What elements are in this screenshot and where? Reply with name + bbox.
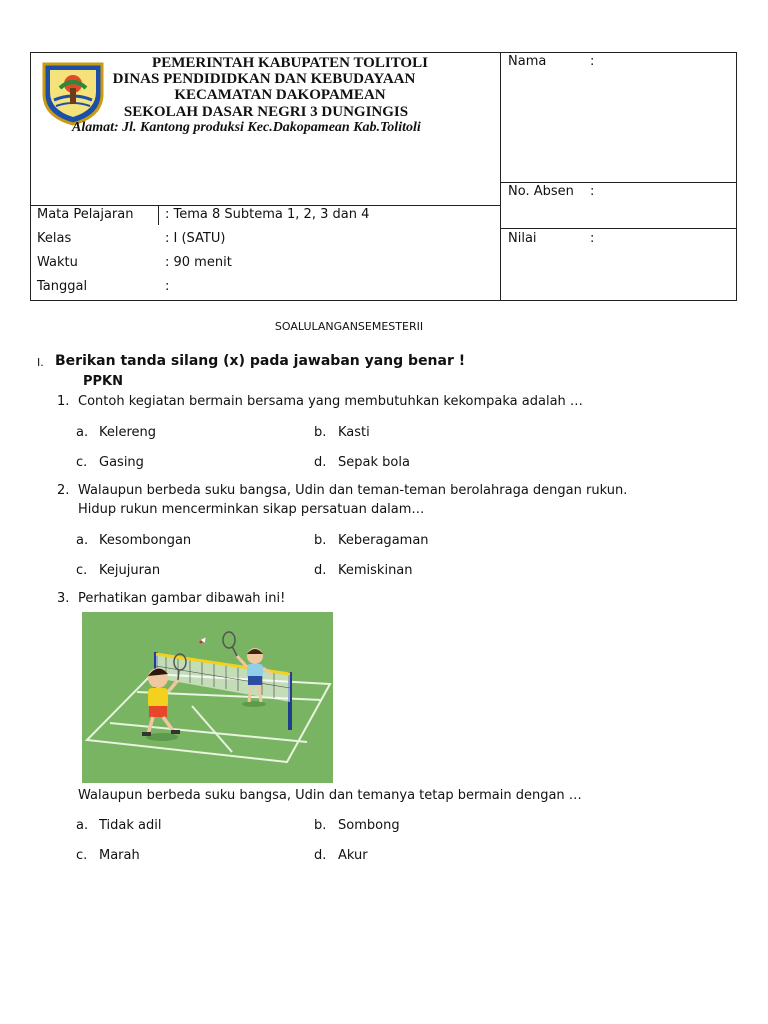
q3-option-a-letter: a.: [76, 818, 89, 833]
section-instruction: Berikan tanda silang (x) pada jawaban yang benar !: [55, 353, 466, 369]
nama-label: Nama: [508, 54, 547, 69]
header-divider: [500, 52, 501, 301]
q3-option-d: Akur: [338, 848, 368, 863]
header-line-2: DINAS PENDIDIDKAN DAN KEBUDAYAAN: [112, 71, 416, 87]
absen-colon: :: [590, 184, 595, 199]
q2-option-a-letter: a.: [76, 533, 89, 548]
q3-option-c: Marah: [99, 848, 140, 863]
nilai-top-line: [500, 228, 737, 229]
info-label-divider: [158, 205, 159, 225]
q1-option-a: Kelereng: [99, 425, 157, 440]
mata-pelajaran-label: Mata Pelajaran: [37, 207, 134, 222]
nilai-colon: :: [590, 231, 595, 246]
question-1-number: 1.: [57, 394, 70, 409]
subject-title: PPKN: [83, 374, 124, 389]
q2-option-b: Keberagaman: [338, 533, 429, 548]
kelas-value: : I (SATU): [165, 231, 226, 246]
question-1-text: Contoh kegiatan bermain bersama yang membutuhkan kekompaka adalah …: [78, 394, 583, 409]
nilai-label: Nilai: [508, 231, 537, 246]
question-2-text: Walaupun berbeda suku bangsa, Udin dan teman-teman berolahraga dengan rukun.: [78, 483, 628, 498]
absen-label: No. Absen: [508, 184, 574, 199]
q3-option-a: Tidak adil: [99, 818, 162, 833]
question-2-number: 2.: [57, 483, 70, 498]
exam-title: SOALULANGANSEMESTERII: [274, 320, 424, 333]
nama-colon: :: [590, 54, 595, 69]
absen-top-line: [500, 182, 737, 183]
question-3-text-line2: Walaupun berbeda suku bangsa, Udin dan temanya tetap bermain dengan …: [78, 788, 582, 803]
header-line-4: SEKOLAH DASAR NEGRI 3 DUNGINGIS: [123, 104, 409, 120]
header-line-3: KECAMATAN DAKOPAMEAN: [174, 87, 386, 103]
q3-option-b: Sombong: [338, 818, 400, 833]
q3-option-d-letter: d.: [314, 848, 327, 863]
q1-option-b-letter: b.: [314, 425, 327, 440]
tanggal-label: Tanggal: [37, 279, 88, 294]
q1-option-a-letter: a.: [76, 425, 89, 440]
q2-option-b-letter: b.: [314, 533, 327, 548]
section-number: I.: [37, 356, 44, 369]
q1-option-c: Gasing: [99, 455, 144, 470]
q1-option-c-letter: c.: [76, 455, 88, 470]
header-line-1: PEMERINTAH KABUPATEN TOLITOLI: [152, 55, 428, 71]
school-address: Alamat: Jl. Kantong produksi Kec.Dakopamean Kab.Tolitoli: [72, 120, 421, 135]
q2-option-c-letter: c.: [76, 563, 88, 578]
q2-option-a: Kesombongan: [99, 533, 192, 548]
q2-option-d: Kemiskinan: [338, 563, 413, 578]
info-divider: [30, 205, 500, 206]
q3-option-c-letter: c.: [76, 848, 88, 863]
q1-option-d: Sepak bola: [338, 455, 410, 470]
mata-pelajaran-value: : Tema 8 Subtema 1, 2, 3 dan 4: [165, 207, 370, 222]
waktu-label: Waktu: [37, 255, 78, 270]
question-3-number: 3.: [57, 591, 70, 606]
q1-option-b: Kasti: [338, 425, 370, 440]
tanggal-value: :: [165, 279, 170, 294]
q2-option-d-letter: d.: [314, 563, 327, 578]
badminton-illustration: [82, 612, 333, 783]
q2-option-c: Kejujuran: [99, 563, 161, 578]
waktu-value: : 90 menit: [165, 255, 232, 270]
question-2-text-line2: Hidup rukun mencerminkan sikap persatuan dalam…: [78, 502, 425, 517]
q3-option-b-letter: b.: [314, 818, 327, 833]
question-3-text: Perhatikan gambar dibawah ini!: [78, 591, 286, 606]
q1-option-d-letter: d.: [314, 455, 327, 470]
kelas-label: Kelas: [37, 231, 72, 246]
